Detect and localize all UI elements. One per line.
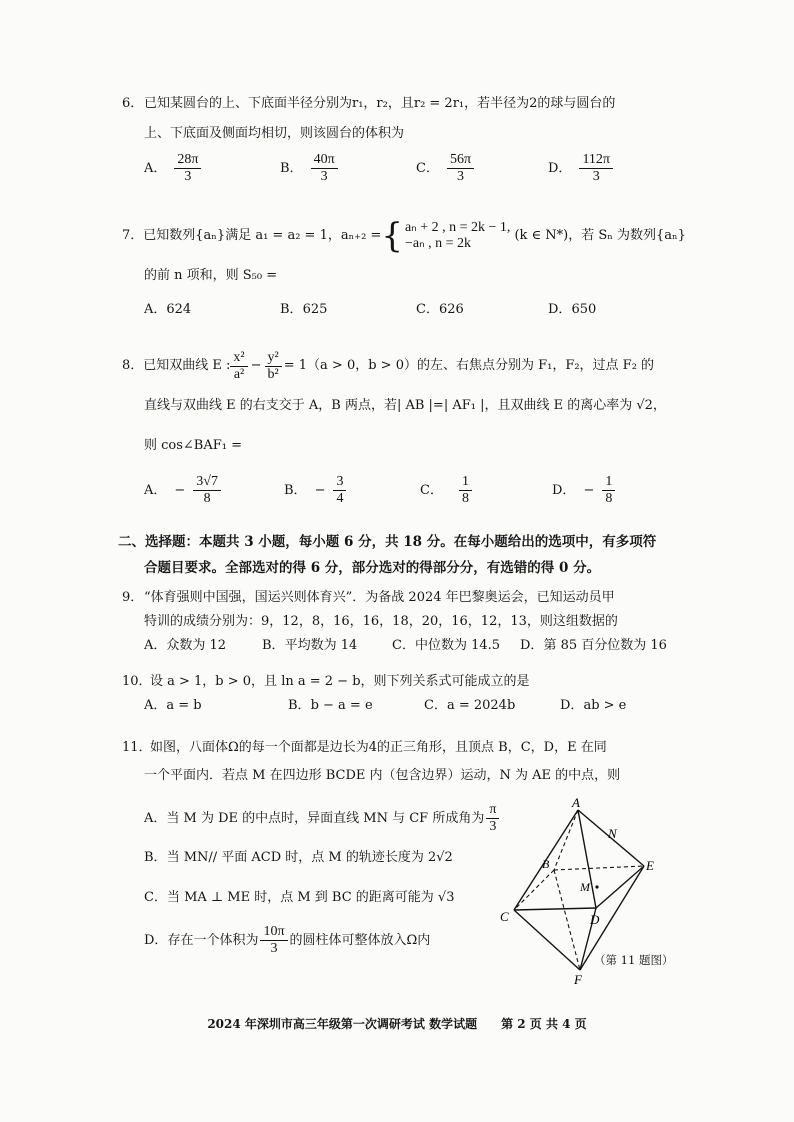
q8-stem-line3: 则 cos∠BAF₁ = — [144, 438, 243, 453]
q7-stem-line1 — [122, 218, 686, 254]
option-sign: − — [174, 482, 186, 498]
option-label: C． — [392, 638, 415, 653]
fraction-x — [230, 350, 247, 383]
frac-num: 56π — [447, 152, 474, 169]
option-text: 650 — [571, 302, 597, 317]
piecewise-rows — [405, 220, 510, 252]
label-e: E — [646, 858, 654, 873]
frac-den: 3 — [456, 169, 464, 184]
q6-stem-line1: 已知某圆台的上、下底面半径分别为r₁，r₂，且r₂ = 2r₁，若半径为2的球与圆台的 — [144, 96, 616, 111]
option-label: D． — [144, 932, 168, 948]
frac-num: 3√7 — [193, 474, 221, 491]
q11-stem-line1: 如图，八面体Ω的每一个面都是边长为4的正三角形，且顶点 B，C，D，E 在同 — [150, 740, 607, 755]
q9-option-d — [520, 636, 667, 656]
q8-stem-pre: 已知双曲线 E : — [143, 358, 231, 373]
q8-stem-line1 — [122, 346, 654, 386]
frac-den: 8 — [461, 491, 469, 506]
option-text: 第 85 百分位数为 16 — [543, 638, 667, 653]
option-sign: − — [314, 482, 326, 498]
q11-option-b — [144, 848, 453, 868]
frac-num: 112π — [579, 152, 613, 169]
frac-num: x² — [230, 350, 247, 367]
option-label: D． — [520, 638, 544, 653]
piecewise-case-1: aₙ + 2 , n = 2k − 1, — [404, 220, 511, 235]
label-c: C — [500, 909, 509, 924]
frac-num: 1 — [602, 474, 615, 491]
q6-option-b — [280, 152, 338, 185]
option-text: 624 — [166, 302, 192, 317]
minus-sign: − — [250, 358, 262, 373]
option-fraction — [174, 152, 201, 185]
option-text-post: 的圆柱体可整体放入Ω内 — [289, 932, 431, 948]
label-m: M — [580, 880, 590, 894]
option-label: B． — [288, 698, 311, 713]
q7-option-c — [416, 300, 464, 320]
section2-heading-line2: 合题目要求。全部选对的得 6 分，部分选对的得部分分，有选错的得 0 分。 — [144, 560, 601, 576]
q9-option-b — [262, 636, 357, 656]
frac-den: 8 — [203, 491, 211, 506]
q11-number: 11． — [122, 740, 152, 755]
q7-option-a — [144, 300, 191, 320]
q10-option-c — [424, 696, 515, 716]
option-fraction — [459, 474, 472, 507]
option-text: 中位数为 14.5 — [414, 638, 501, 653]
label-d: D — [590, 912, 600, 927]
option-text: 625 — [302, 302, 328, 317]
q9-stem-line1: “体育强则中国强，国运兴则体育兴”．为备战 2024 年巴黎奥运会，已知运动员甲 — [144, 590, 615, 605]
option-label: A． — [144, 160, 167, 176]
frac-den: 8 — [605, 491, 613, 506]
q7-number: 7． — [122, 228, 144, 243]
option-text: a = b — [166, 698, 202, 713]
option-label: A． — [144, 482, 167, 498]
option-text-pre: 存在一个体积为 — [167, 932, 259, 948]
option-fraction — [579, 152, 613, 185]
option-text: 当 M 为 DE 的中点时，异面直线 MN 与 CF 所成角为 — [166, 810, 485, 826]
q10-stem-line1: 设 a > 1，b > 0，且 ln a = 2 − b，则下列关系式可能成立的是 — [150, 674, 530, 689]
frac-den: 3 — [320, 169, 328, 184]
q9-number: 9． — [122, 590, 144, 605]
option-label: D． — [548, 160, 572, 176]
frac-num: π — [486, 802, 499, 819]
frac-num: 28π — [174, 152, 201, 169]
option-label: A． — [144, 302, 167, 317]
option-text: a = 2024b — [446, 698, 516, 713]
q10-number: 10． — [122, 674, 152, 689]
option-label: D． — [560, 698, 584, 713]
q8-option-c — [420, 474, 472, 507]
q11-option-d — [144, 924, 430, 957]
frac-num: 40π — [311, 152, 338, 169]
option-label: B． — [280, 160, 303, 176]
q6-option-a — [144, 152, 201, 185]
label-b: B — [542, 857, 550, 871]
q11-option-a — [144, 802, 499, 835]
option-label: B． — [144, 850, 167, 865]
figure-caption: （第 11 题图） — [594, 953, 674, 967]
q9-option-c — [392, 636, 500, 656]
option-sign: − — [583, 482, 595, 498]
option-fraction — [193, 474, 221, 507]
option-label: C． — [416, 160, 439, 176]
q8-option-b — [284, 474, 346, 507]
frac-num: 10π — [260, 924, 287, 941]
option-text: 626 — [438, 302, 464, 317]
option-label: D． — [552, 482, 576, 498]
q10-option-b — [288, 696, 373, 716]
option-label: D． — [548, 302, 572, 317]
piecewise-case-2: −aₙ , n = 2k — [404, 236, 472, 251]
q9-option-a — [144, 636, 226, 656]
q6-number: 6． — [122, 96, 144, 111]
frac-num: 1 — [459, 474, 472, 491]
q8-stem-line2: 直线与双曲线 E 的右支交于 A，B 两点，若| AB |=| AF₁ |，且双曲线 E 的离心率为 √2， — [144, 398, 666, 413]
q7-stem-post: (k ∈ N*)，若 Sₙ 为数列{aₙ} — [514, 228, 686, 243]
q10-option-a — [144, 696, 202, 716]
frac-den: 3 — [184, 169, 192, 184]
q8-option-d — [552, 474, 615, 507]
frac-num: y² — [265, 350, 282, 367]
option-text: ab > e — [583, 698, 627, 713]
octahedron-hidden-edges — [514, 810, 644, 970]
label-n: N — [608, 826, 617, 841]
fraction-y — [265, 350, 282, 383]
q7-stem-line2: 的前 n 项和，则 S₅₀ = — [144, 268, 278, 283]
q6-stem-line2: 上、下底面及侧面均相切，则该圆台的体积为 — [144, 126, 405, 141]
q10-option-d — [560, 696, 626, 716]
option-label: C． — [416, 302, 439, 317]
q11-option-c — [144, 888, 454, 908]
label-a: A — [572, 796, 580, 810]
frac-den: 3 — [270, 941, 278, 956]
brace-icon: { — [381, 216, 403, 256]
option-label: B． — [262, 638, 285, 653]
option-label: B． — [284, 482, 307, 498]
frac-den: b² — [267, 366, 279, 382]
q8-number: 8． — [122, 358, 144, 373]
option-label: B． — [280, 302, 303, 317]
q8-option-a — [144, 474, 221, 507]
label-f: F — [574, 972, 582, 986]
option-text: 平均数为 14 — [284, 638, 358, 653]
page-footer: 2024 年深圳市高三年级第一次调研考试 数学试题 第 2 页 共 4 页 — [207, 1017, 587, 1031]
option-label: C． — [144, 890, 167, 905]
option-text: 当 MN// 平面 ACD 时，点 M 的轨迹长度为 2√2 — [166, 850, 453, 865]
option-fraction — [311, 152, 338, 185]
q8-stem-post: = 1（a > 0，b > 0）的左、右焦点分别为 F₁，F₂，过点 F₂ 的 — [283, 358, 655, 373]
q6-option-c — [416, 152, 474, 185]
frac-den: 4 — [336, 491, 344, 506]
frac-den: 3 — [592, 169, 600, 184]
frac-num: 3 — [333, 474, 346, 491]
option-fraction — [260, 924, 287, 957]
q11-stem-line2: 一个平面内．若点 M 在四边形 BCDE 内（包含边界）运动，N 为 AE 的中点，则 — [144, 768, 621, 783]
option-fraction — [602, 474, 615, 507]
option-fraction — [447, 152, 474, 185]
option-label: A． — [144, 698, 167, 713]
section2-heading-line1: 二、选择题：本题共 3 小题，每小题 6 分，共 18 分。在每小题给出的选项中，有多项符 — [118, 534, 657, 550]
option-text: b − a = e — [310, 698, 373, 713]
option-fraction — [333, 474, 346, 507]
point-m-dot — [595, 885, 598, 888]
frac-den: a² — [233, 366, 245, 382]
q9-stem-line2: 特训的成绩分别为：9，12，8，16，16，18，20，16，12，13，则这组数据的 — [144, 614, 618, 629]
q7-piecewise — [381, 216, 511, 256]
q7-stem-pre: 已知数列{aₙ}满足 a₁ = a₂ = 1，aₙ₊₂ = — [143, 228, 382, 243]
q7-option-d — [548, 300, 596, 320]
option-text: 当 MA ⊥ ME 时，点 M 到 BC 的距离可能为 √3 — [166, 890, 455, 905]
option-label: A． — [144, 810, 167, 826]
option-label: A． — [144, 638, 167, 653]
q6-option-d — [548, 152, 613, 185]
frac-den: 3 — [489, 819, 497, 834]
option-label: C． — [420, 482, 443, 498]
q7-option-b — [280, 300, 327, 320]
option-text: 众数为 12 — [166, 638, 227, 653]
option-label: C． — [424, 698, 447, 713]
